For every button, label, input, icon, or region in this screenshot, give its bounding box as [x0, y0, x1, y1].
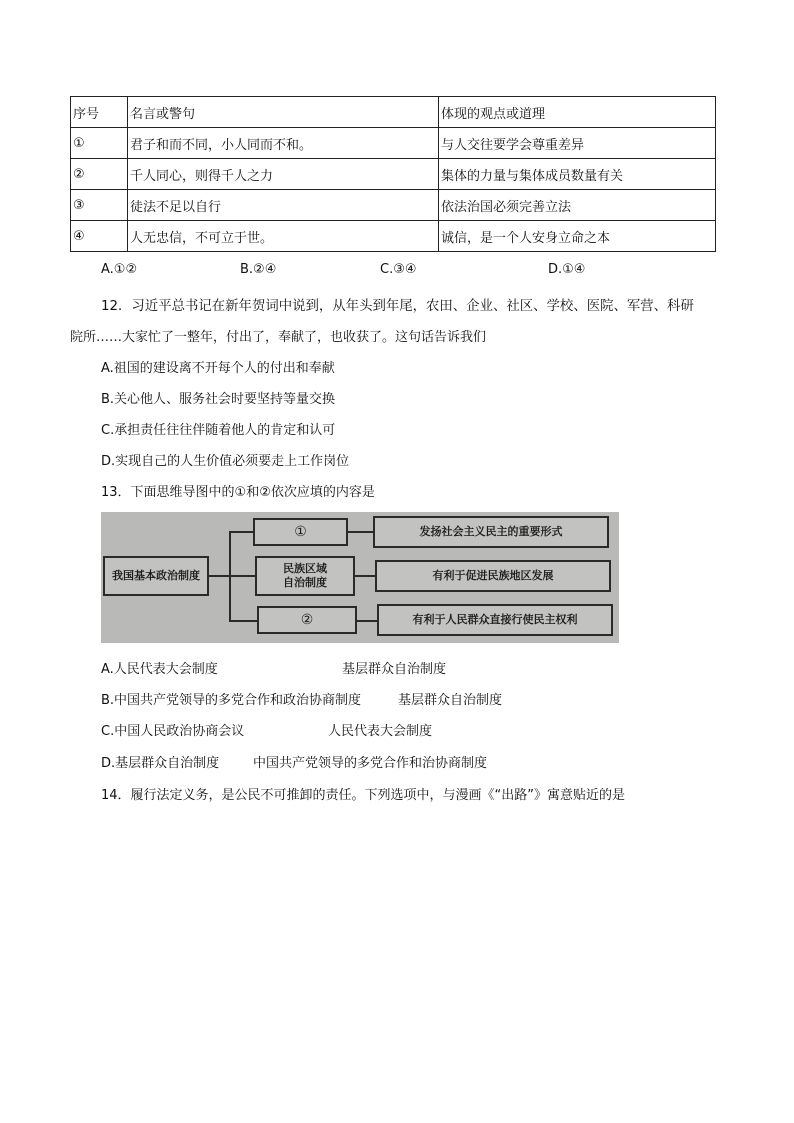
- mind-map-node-2: 民族区域 自治制度: [255, 556, 355, 596]
- q12-option-d: D.实现自己的人生价值必须要走上工作岗位: [101, 454, 350, 469]
- q11-option-a: A.①②: [101, 262, 138, 277]
- table-cell: 君子和而不同，小人同而不和。: [128, 128, 439, 159]
- q14-stem: 14．履行法定义务，是公民不可推卸的责任。下列选项中，与漫画《“出路”》寓意贴近的是: [101, 788, 626, 803]
- q13-option-a: A.人民代表大会制度: [101, 662, 218, 677]
- q13-stem: 13．下面思维导图中的①和②依次应填的内容是: [101, 485, 375, 500]
- mind-map-connector: [229, 620, 257, 622]
- q13-option-d: D.基层群众自治制度: [101, 756, 220, 771]
- table-cell: ②: [71, 159, 128, 190]
- table-cell: 千人同心，则得千人之力: [128, 159, 439, 190]
- q13-option-b-second: 基层群众自治制度: [398, 693, 503, 708]
- q12-option-b: B.关心他人、服务社会时要坚持等量交换: [101, 392, 336, 407]
- mind-map-connector: [229, 575, 255, 577]
- table-row: [71, 221, 716, 252]
- q13-option-d-second: 中国共产党领导的多党合作和治协商制度: [253, 756, 488, 771]
- q11-option-d: D.①④: [548, 262, 586, 277]
- table-header-cell: 名言或警句: [128, 97, 439, 128]
- table-row: [71, 128, 716, 159]
- q11-option-b: B.②④: [240, 262, 277, 277]
- table-cell: 依法治国必须完善立法: [439, 190, 716, 221]
- table-cell: ③: [71, 190, 128, 221]
- mind-map-desc-3: 有利于人民群众直接行使民主权利: [377, 604, 613, 636]
- table-cell: ④: [71, 221, 128, 252]
- mind-map-connector: [229, 531, 253, 533]
- table-row: [71, 159, 716, 190]
- q12-option-c: C.承担责任往往伴随着他人的肯定和认可: [101, 423, 336, 438]
- mind-map-connector: [355, 575, 375, 577]
- mind-map-desc-1: 发扬社会主义民主的重要形式: [373, 516, 609, 548]
- mind-map-image: [101, 512, 619, 643]
- mind-map-node-1: ①: [253, 518, 348, 546]
- q11-table: [70, 96, 716, 252]
- mind-map-root: 我国基本政治制度: [103, 556, 209, 596]
- table-cell: ①: [71, 128, 128, 159]
- q13-option-c: C.中国人民政治协商会议: [101, 724, 245, 739]
- table-cell: 人无忠信，不可立于世。: [128, 221, 439, 252]
- mind-map-connector: [347, 531, 373, 533]
- q12-stem-line1: 12．习近平总书记在新年贺词中说到，从年头到年尾，农田、企业、社区、学校、医院、军营、科研: [101, 299, 694, 314]
- table-header-cell: 序号: [71, 97, 128, 128]
- mind-map-node-3: ②: [257, 606, 357, 634]
- table-row: [71, 190, 716, 221]
- mind-map-connector: [208, 575, 230, 577]
- table-header-cell: 体现的观点或道理: [439, 97, 716, 128]
- table-header-row: [71, 97, 716, 128]
- q11-option-c: C.③④: [380, 262, 417, 277]
- q13-option-a-second: 基层群众自治制度: [342, 662, 447, 677]
- mind-map-connector: [357, 620, 377, 622]
- q12-stem-line2: 院所……大家忙了一整年，付出了，奉献了，也收获了。这句话告诉我们: [70, 330, 487, 345]
- table-cell: 与人交往要学会尊重差异: [439, 128, 716, 159]
- table-cell: 集体的力量与集体成员数量有关: [439, 159, 716, 190]
- table-cell: 徒法不足以自行: [128, 190, 439, 221]
- table-cell: 诚信，是一个人安身立命之本: [439, 221, 716, 252]
- q12-option-a: A.祖国的建设离不开每个人的付出和奉献: [101, 361, 335, 376]
- mind-map-desc-2: 有利于促进民族地区发展: [375, 560, 611, 592]
- q13-option-b: B.中国共产党领导的多党合作和政治协商制度: [101, 693, 362, 708]
- q13-option-c-second: 人民代表大会制度: [328, 724, 433, 739]
